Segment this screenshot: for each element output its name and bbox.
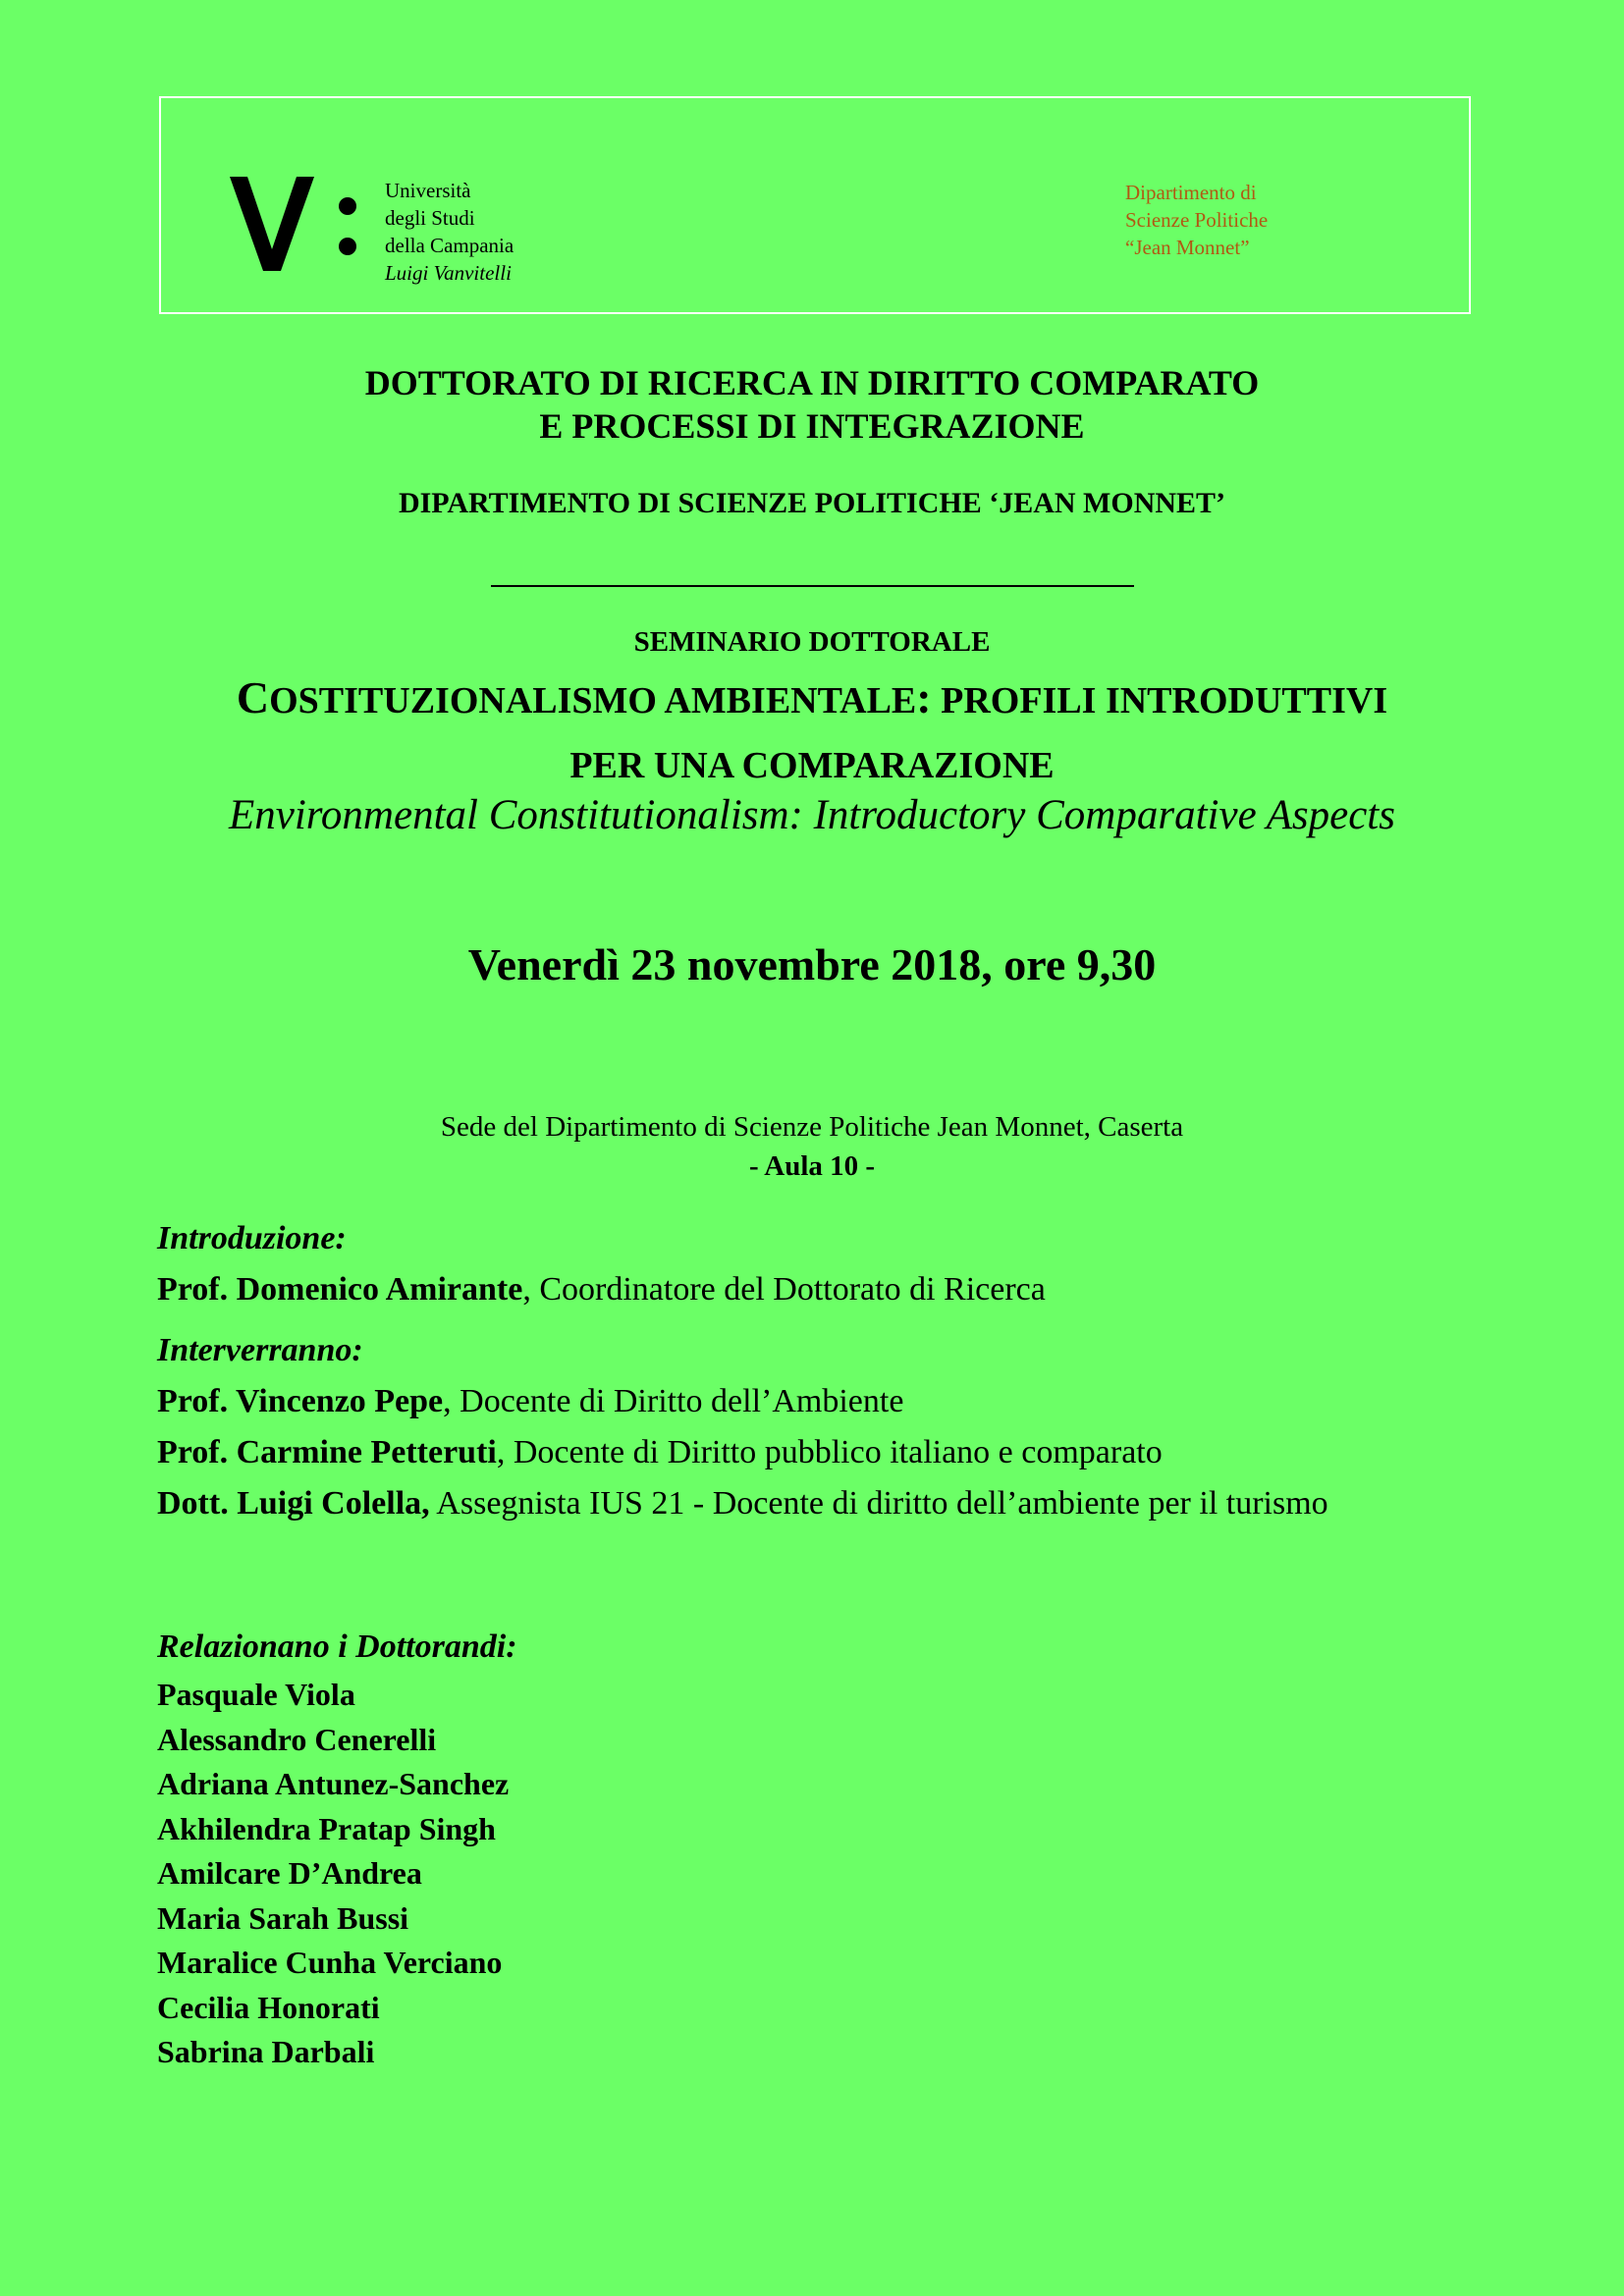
speaker-role: , Docente di Diritto dell’Ambiente xyxy=(443,1383,904,1419)
phd-title xyxy=(0,361,1624,448)
doctoral-list xyxy=(157,1673,1471,2075)
introduction-heading: Introduzione: xyxy=(157,1220,347,1256)
doctoral-heading: Relazionano i Dottorandi: xyxy=(157,1629,517,1665)
doctoral-name: Maria Sarah Bussi xyxy=(157,1899,409,1936)
seminar-title-english: Environmental Constitutionalism: Introductory Comparative Aspects xyxy=(229,792,1395,838)
department-title: DIPARTIMENTO DI SCIENZE POLITICHE ‘JEAN MONNET’ xyxy=(398,487,1226,519)
doctoral-name: Pasquale Viola xyxy=(157,1677,355,1712)
doctoral-name: Alessandro Cenerelli xyxy=(157,1721,437,1757)
speaker-item xyxy=(157,1376,1471,1427)
seminar-title-tail: PROFILI INTRODUTTIVI xyxy=(931,680,1388,721)
doctoral-name: Akhilendra Pratap Singh xyxy=(157,1810,496,1846)
doctoral-name: Sabrina Darbali xyxy=(157,2034,375,2069)
venue-room: - Aula 10 - xyxy=(748,1150,876,1182)
venue xyxy=(0,1107,1624,1186)
introduction-section xyxy=(157,1213,1471,1315)
seminar-title xyxy=(0,666,1624,798)
university-line: Università xyxy=(385,179,471,202)
divider xyxy=(491,585,1134,587)
speakers-heading: Interverranno: xyxy=(157,1332,363,1368)
introduction-speaker xyxy=(157,1264,1471,1315)
university-line: della Campania xyxy=(385,234,514,257)
university-name xyxy=(385,177,514,287)
department-line: Dipartimento di xyxy=(1125,181,1257,204)
seminar-title-initial: C xyxy=(236,672,270,722)
seminar-title-line2: PER UNA COMPARAZIONE xyxy=(569,745,1055,786)
university-logo-icon xyxy=(230,177,367,271)
phd-title-line2: E PROCESSI DI INTEGRAZIONE xyxy=(539,406,1085,446)
doctoral-section xyxy=(157,1622,1471,2075)
speaker-role: , Coordinatore del Dottorato di Ricerca xyxy=(522,1271,1046,1308)
event-date: Venerdì 23 novembre 2018, ore 9,30 xyxy=(467,939,1157,989)
venue-line: Sede del Dipartimento di Scienze Politiche Jean Monnet, Caserta xyxy=(440,1111,1184,1143)
department-name xyxy=(1125,179,1268,261)
seminar-title-rest: OSTITUZIONALISMO AMBIENTALE xyxy=(269,680,917,721)
phd-title-line1: DOTTORATO DI RICERCA IN DIRITTO COMPARATO xyxy=(364,363,1260,402)
speaker-name: Prof. Vincenzo Pepe xyxy=(157,1383,444,1419)
seminar-title-line1 xyxy=(0,666,1624,733)
university-line: degli Studi xyxy=(385,206,475,230)
speaker-item xyxy=(157,1478,1471,1529)
seminar-title-colon: : xyxy=(916,672,932,722)
speaker-role: , Docente di Diritto pubblico italiano e comparato xyxy=(496,1434,1163,1470)
doctoral-name: Maralice Cunha Verciano xyxy=(157,1945,503,1980)
seminar-label: SEMINARIO DOTTORALE xyxy=(633,626,991,658)
speaker-name: Prof. Domenico Amirante xyxy=(157,1271,523,1308)
doctoral-name: Adriana Antunez-Sanchez xyxy=(157,1766,510,1801)
speaker-name: Dott. Luigi Colella, xyxy=(157,1485,430,1522)
speaker-role: Assegnista IUS 21 - Docente di diritto dell’ambiente per il turismo xyxy=(429,1485,1328,1522)
doctoral-name: Cecilia Honorati xyxy=(157,1989,380,2025)
speakers-section xyxy=(157,1325,1471,1529)
department-line: “Jean Monnet” xyxy=(1125,236,1250,259)
department-line: Scienze Politiche xyxy=(1125,208,1269,232)
header-frame xyxy=(159,96,1471,314)
doctoral-name: Amilcare D’Andrea xyxy=(157,1855,422,1891)
speaker-item xyxy=(157,1427,1471,1478)
university-line-italic: Luigi Vanvitelli xyxy=(385,261,512,285)
speaker-name: Prof. Carmine Petteruti xyxy=(157,1434,497,1470)
